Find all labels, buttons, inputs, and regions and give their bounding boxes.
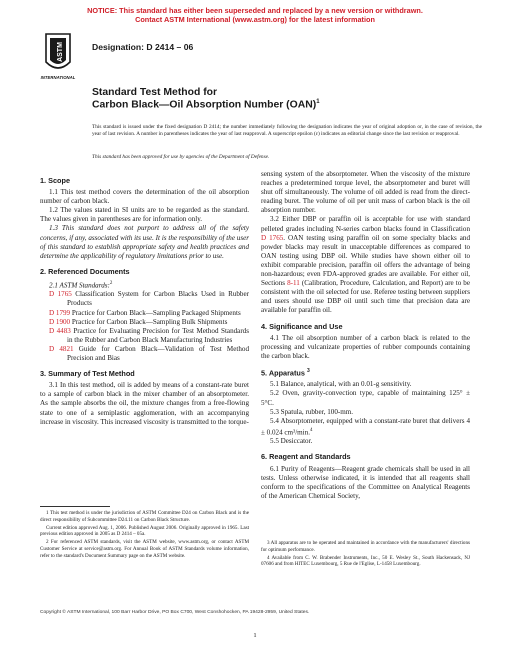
title-line-1: Standard Test Method for: [92, 87, 218, 98]
right-footnotes: [261, 540, 470, 569]
section-3-heading: 3. Summary of Test Method: [40, 369, 135, 379]
designation: Designation: D 2414 – 06: [92, 42, 194, 52]
ref-code-link[interactable]: D 1765: [49, 290, 72, 299]
title-main: Carbon Black—Oil Absorption Number (OAN): [92, 99, 317, 111]
para-5-2: 5.2 Oven, gravity-convection type, capable of maintaining 125° ± 5°C.: [261, 389, 470, 407]
para-3-2-text-a: 3.2 Either DBP or paraffin oil is acceptable for use with standard pelleted grades including N-series carbon blacks found in Classification: [261, 215, 470, 233]
astm-standards-label: 2.1 ASTM Standards:: [49, 281, 110, 290]
footnote-3: 3 All apparatus are to be operated and maintained in accordance with the manufacturers' directions for optimum performance.: [261, 540, 470, 553]
ref-item: [40, 345, 249, 363]
ref-code-link[interactable]: D 1799: [49, 308, 71, 317]
para-3-2-text-b: . OAN testing using paraffin oil on some specialty blacks and powder blacks may result in unacceptable differences as compared to OAN testing using DBP oil. While studies have shown either oil to exhibit comparable precision, paraffin oil offers the advantage of being non-hazardous; even FDA-approved grades are available. For either oil, Sections: [261, 233, 470, 288]
ref-text: Guide for Carbon Black—Validation of Test Method Precision and Bias: [67, 344, 249, 363]
withdrawal-notice: [0, 6, 510, 24]
section-1-heading: 1. Scope: [40, 176, 71, 185]
footnote-2: 2 For referenced ASTM standards, visit the ASTM website, www.astm.org, or contact ASTM Customer Service at service@astm.org. For Annual Book of ASTM Standards volume information, refer to the standard's Document Summary page on the ASTM website.: [40, 539, 249, 559]
section-4-heading: 4. Significance and Use: [261, 321, 343, 331]
para-3-2: [261, 215, 470, 315]
para-3-2-text-c: (Calibration, Procedure, Calculation, and Report) are to be consistent with the oil selected for use. Referee testing between suppliers and users should use DBP oil until such time that precision data are available for paraffin oil.: [261, 279, 470, 315]
para-1-1: 1.1 This test method covers the determination of the oil absorption number of carbon black.: [40, 188, 249, 206]
page-number: 1: [253, 632, 257, 639]
footnote-rule: [40, 506, 110, 507]
right-column: [261, 170, 470, 501]
para-3-1-cont: sensing system of the absorptometer. When the viscosity of the mixture reaches a predetermined torque level, the absorptometer and buret will shut off simultaneously. The volume of oil added is read from the direct-reading buret. The volume of oil per unit mass of carbon black is the oil absorption number.: [261, 170, 470, 215]
approved-note: This standard has been approved for use by agencies of the Department of Defense.: [92, 154, 270, 160]
title-footnote-mark: 1: [316, 99, 320, 105]
issued-note: This standard is issued under the fixed designation D 2414; the number immediately following the designation indicates the year of original adoption or, in the case of revision, the year of last revision. A number in parentheses indicates the year of last reapproval. A superscript epsilon (ε) indicates an editorial change since the last revision or reapproval.: [92, 124, 482, 138]
sections-link[interactable]: 8-11: [287, 279, 300, 288]
ref-code-link[interactable]: D 1900: [49, 317, 71, 326]
para-1-3: 1.3 This standard does not purport to address all of the safety concerns, if any, associated with its use. It is the responsibility of the user of this standard to establish appropriate safety and health practices and determine the applicability of regulatory limitations prior to use.: [40, 224, 249, 260]
ref-text: Classification System for Carbon Blacks Used in Rubber Products: [67, 290, 249, 308]
notice-line-1: NOTICE: This standard has either been superseded and replaced by a new version or withdrawn.: [87, 6, 423, 15]
logo-subtext: INTERNATIONAL: [40, 75, 76, 80]
footnote-4: 4 Available from C. W. Brabender Instruments, Inc., 50 E. Wesley St., South Hackensack, NJ 07606 and from HITEC Luxembourg, 5 Rue de l'Eglise, L-1458 Luxembourg.: [261, 554, 470, 568]
ref-item: [40, 309, 249, 318]
para-5-5: 5.5 Desiccator.: [270, 437, 313, 446]
astm-logo: [40, 30, 76, 82]
copyright: Copyright © ASTM International, 100 Barr Harbor Drive, PO Box C700, West Conshohocken, PA 19428-2959, United States.: [40, 610, 310, 615]
notice-line-2: Contact ASTM International (www.astm.org) for the latest information: [135, 15, 375, 24]
para-5-4: [261, 417, 470, 438]
ref-item: [40, 318, 249, 327]
para-5-3: 5.3 Spatula, rubber, 100-mm.: [270, 407, 354, 416]
para-1-2: 1.2 The values stated in SI units are to be regarded as the standard. The values given in parentheses are for information only.: [40, 206, 249, 224]
left-footnotes: [40, 510, 249, 561]
ref-code-link[interactable]: D 4821: [49, 344, 74, 353]
footnote-1: 1 This test method is under the jurisdiction of ASTM Committee D24 on Carbon Black and is the direct responsibility of Subcommittee D24.11 on Carbon Black Structure.: [40, 510, 249, 523]
para-4-1: 4.1 The oil absorption number of a carbon black is related to the processing and vulcanizate properties of rubber compounds containing the carbon black.: [261, 333, 470, 360]
section-6-heading: 6. Reagent and Standards: [261, 452, 351, 462]
para-6-1: 6.1 Purity of Reagents—Reagent grade chemicals shall be used in all tests. Unless otherwise indicated, it is intended that all reagents shall conform to the specifications of the Committee on Analytical Reagents of the American Chemical Society,: [261, 464, 470, 500]
ref-text: Practice for Evaluating Precision for Test Method Standards in the Rubber and Carbon Black Manufacturing Industries: [67, 326, 249, 344]
logo-text: ASTM: [57, 42, 64, 62]
para-5-4-text: 5.4 Absorptometer, equipped with a constant-rate buret that delivers 4 ± 0.024 cm³/min.: [261, 416, 470, 437]
ref-item: [40, 327, 249, 345]
footnote-mark-2: 2: [109, 280, 113, 286]
title-line-2: [92, 99, 320, 110]
para-3-1: 3.1 In this test method, oil is added by means of a constant-rate buret to a sample of carbon black in the mixer chamber of an absorptometer. As the sample absorbs the oil, the mixture changes from a free-flowing state to one of a semiplastic agglomeration, with an accompanying increase in viscosity. This increased viscosity is transmitted to the torque-: [40, 381, 249, 426]
ref-code-link[interactable]: D 4483: [49, 326, 71, 335]
section-5-heading: [261, 367, 470, 378]
ref-link-d1765[interactable]: D 1765: [261, 233, 284, 242]
ref-item: [40, 290, 249, 308]
para-5-1: 5.1 Balance, analytical, with an 0.01-g sensitivity.: [270, 380, 412, 389]
footnote-mark-3: 3: [306, 367, 310, 374]
footnote-mark-4: 4: [309, 427, 313, 433]
para-2-1: [40, 279, 249, 290]
left-column: [40, 170, 249, 427]
ref-text: Practice for Carbon Black—Sampling Bulk Shipments: [71, 317, 228, 326]
footnote-1b: Current edition approved Aug. 1, 2006. Published August 2006. Originally approved in 1965. Last previous edition approved in 2005 as D 2414 – 05a.: [40, 524, 249, 538]
section-5-title: 5. Apparatus: [261, 368, 305, 378]
section-2-heading: 2. Referenced Documents: [40, 266, 130, 276]
ref-text: Practice for Carbon Black—Sampling Packaged Shipments: [71, 308, 241, 317]
